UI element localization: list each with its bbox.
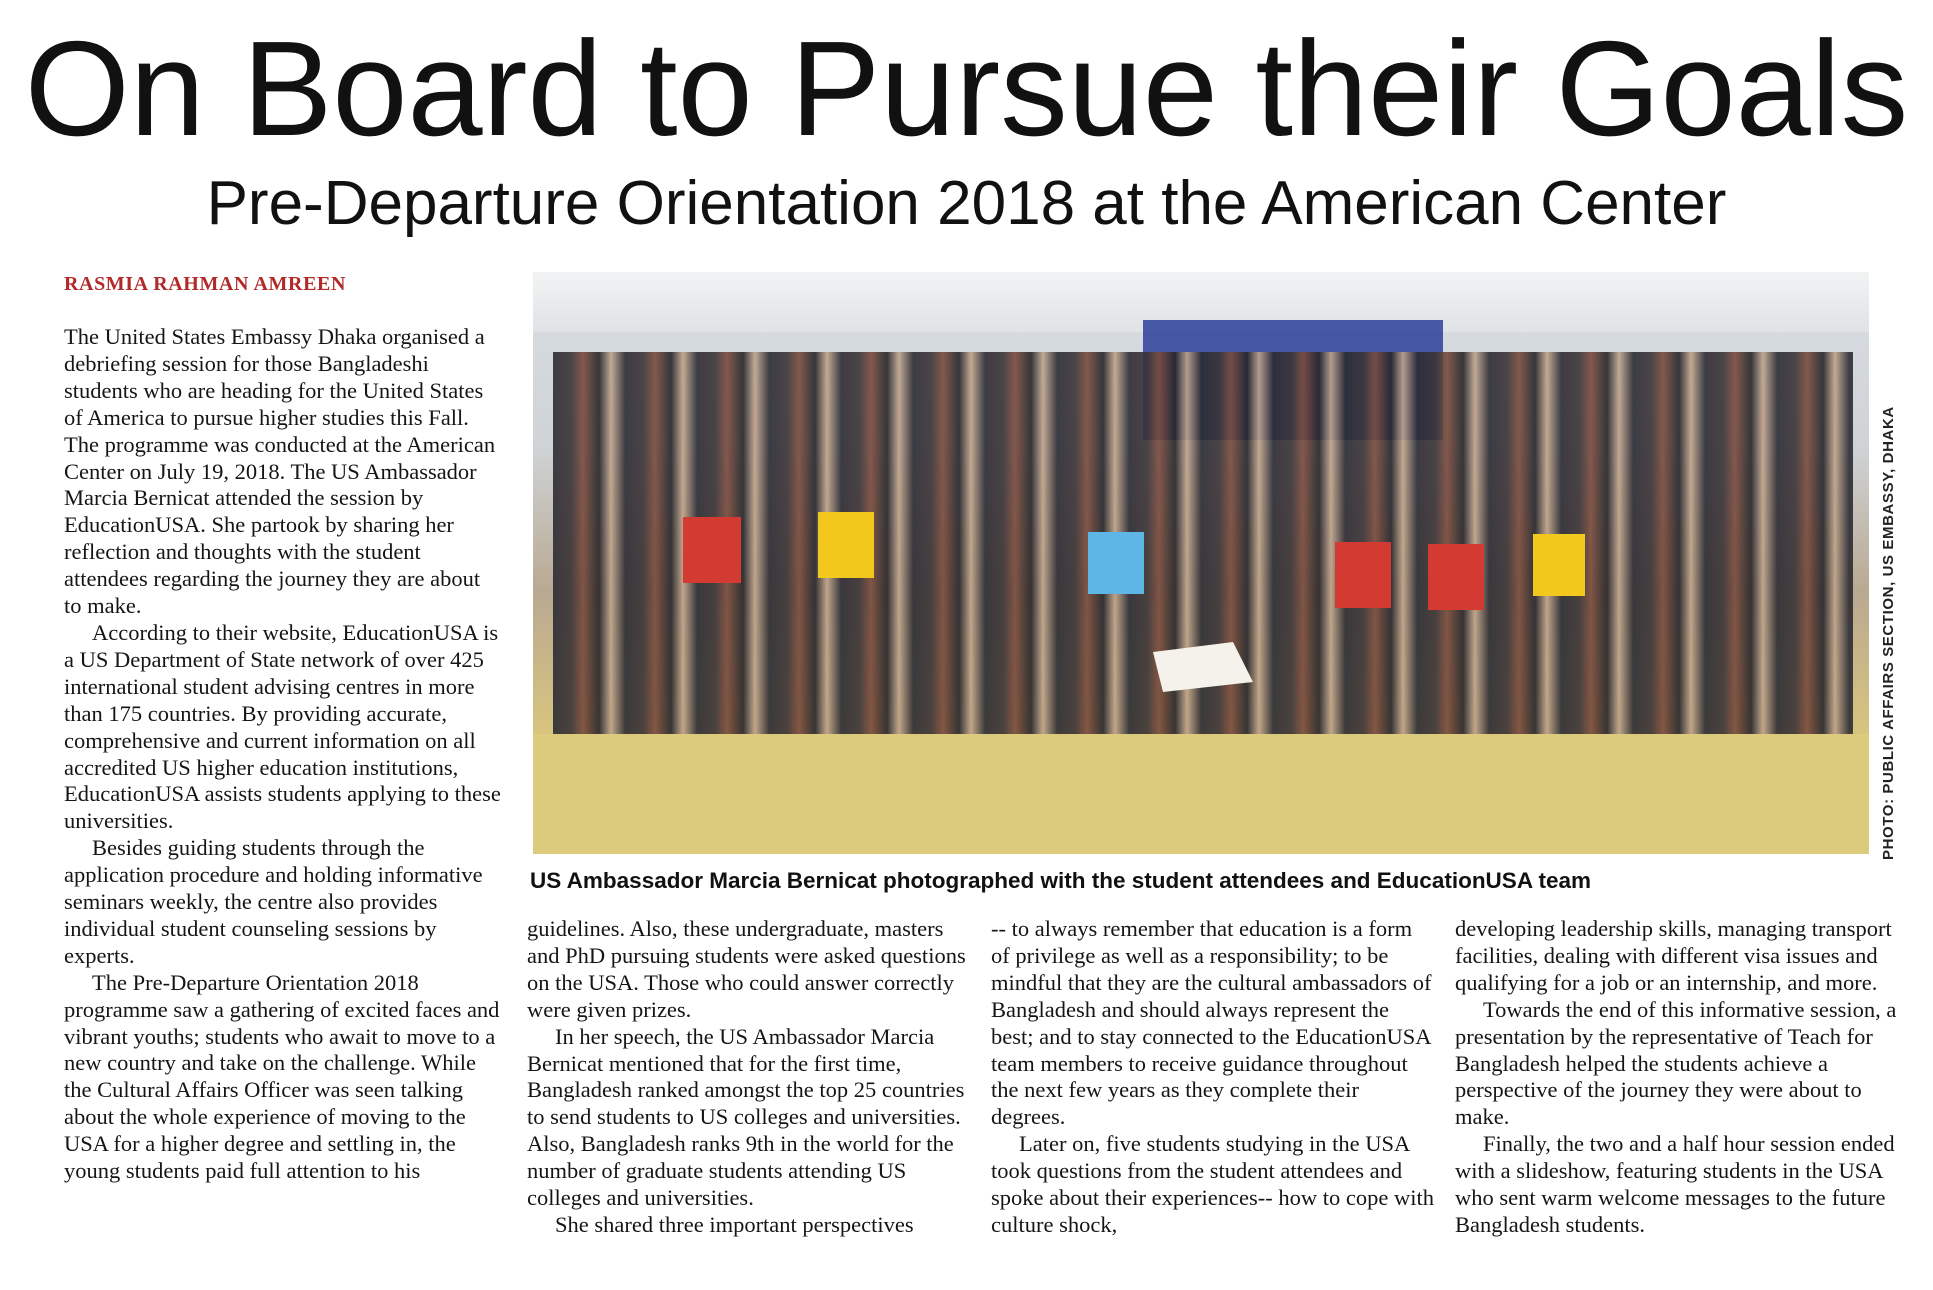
- paragraph: The United States Embassy Dhaka organised a debriefing session for those Bangladeshi students who are heading for the United States of America to pursue higher studies this Fall. The programme was conducted at the American Center on July 19, 2018. The US Ambassador Marcia Bernicat attended the session by EducationUSA. She partook by sharing her reflection and thoughts with the student attendees regarding the journey they are about to make.: [64, 324, 496, 619]
- paragraph: Later on, five students studying in the USA took questions from the student attendees and spoke about their experiences-- how to cope with culture shock,: [991, 1131, 1434, 1237]
- article-column-2: [527, 916, 971, 1239]
- paragraph: The Pre-Departure Orientation 2018 programme saw a gathering of excited faces and vibrant youths; students who await to move to a new country and take on the challenge. While the Cultural Affairs Officer was seen talking about the whole experience of moving to the USA for a higher degree and settling in, the young students paid full attention to his: [64, 969, 500, 1184]
- subheadline: Pre-Departure Orientation 2018 at the American Center: [206, 169, 1727, 238]
- paragraph: Besides guiding students through the application procedure and holding informative seminars weekly, the centre also provides individual student counseling sessions by experts.: [64, 835, 483, 968]
- paragraph: Towards the end of this informative session, a presentation by the representative of Teach for Bangladesh helped the students achieve a perspective of the journey they were about to make.: [1455, 996, 1897, 1130]
- folder-red-1: [683, 517, 741, 583]
- folder-red-3: [1428, 544, 1484, 610]
- headline: On Board to Pursue their Goals: [24, 13, 1909, 164]
- paragraph: developing leadership skills, managing transport facilities, dealing with different visa issues and qualifying for a job or an internship, and more.: [1455, 916, 1892, 995]
- folder-yellow-1: [818, 512, 874, 578]
- folder-red-2: [1335, 542, 1391, 608]
- paragraph: According to their website, EducationUSA is a US Department of State network of over 425 international student advising centres in more than 175 countries. By providing accurate, comprehensive and current information on all accredited US higher education institutions, EducationUSA assists students applying to these universities.: [64, 619, 501, 834]
- folder-yellow-2: [1533, 534, 1585, 596]
- byline: RASMIA RAHMAN AMREEN: [64, 273, 346, 295]
- paragraph: She shared three important perspectives: [555, 1211, 914, 1237]
- paragraph: In her speech, the US Ambassador Marcia Bernicat mentioned that for the first time, Bangladesh ranked amongst the top 25 countries to send students to US colleges and universities. Also, Bangladesh ranks 9th in the world for the number of graduate students attending US colleges and universities.: [527, 1023, 965, 1211]
- paragraph: guidelines. Also, these undergraduate, masters and PhD pursuing students were asked questions on the USA. Those who could answer correctly were given prizes.: [527, 916, 966, 1022]
- photo-credit: PHOTO: PUBLIC AFFAIRS SECTION, US EMBASSY, DHAKA: [1880, 406, 1897, 860]
- folder-blue-1: [1088, 532, 1144, 594]
- photo-caption: US Ambassador Marcia Bernicat photographed with the student attendees and EducationUSA team: [530, 868, 1592, 893]
- paragraph: Finally, the two and a half hour session ended with a slideshow, featuring students in the USA who sent warm welcome messages to the future Bangladesh students.: [1455, 1131, 1895, 1237]
- paper-on-floor: [1153, 642, 1253, 692]
- article-column-4: [1455, 916, 1900, 1239]
- photo-details: [533, 272, 1869, 854]
- paragraph: -- to always remember that education is a form of privilege as well as a responsibility; to be mindful that they are the cultural ambassadors of Bangladesh and should always represent the best; and to stay connected to the EducationUSA team members to receive guidance throughout the next few years as they complete their degrees.: [991, 916, 1432, 1130]
- article-column-1: [64, 324, 502, 1185]
- article-column-3: [991, 916, 1435, 1239]
- group-photo: [533, 272, 1869, 854]
